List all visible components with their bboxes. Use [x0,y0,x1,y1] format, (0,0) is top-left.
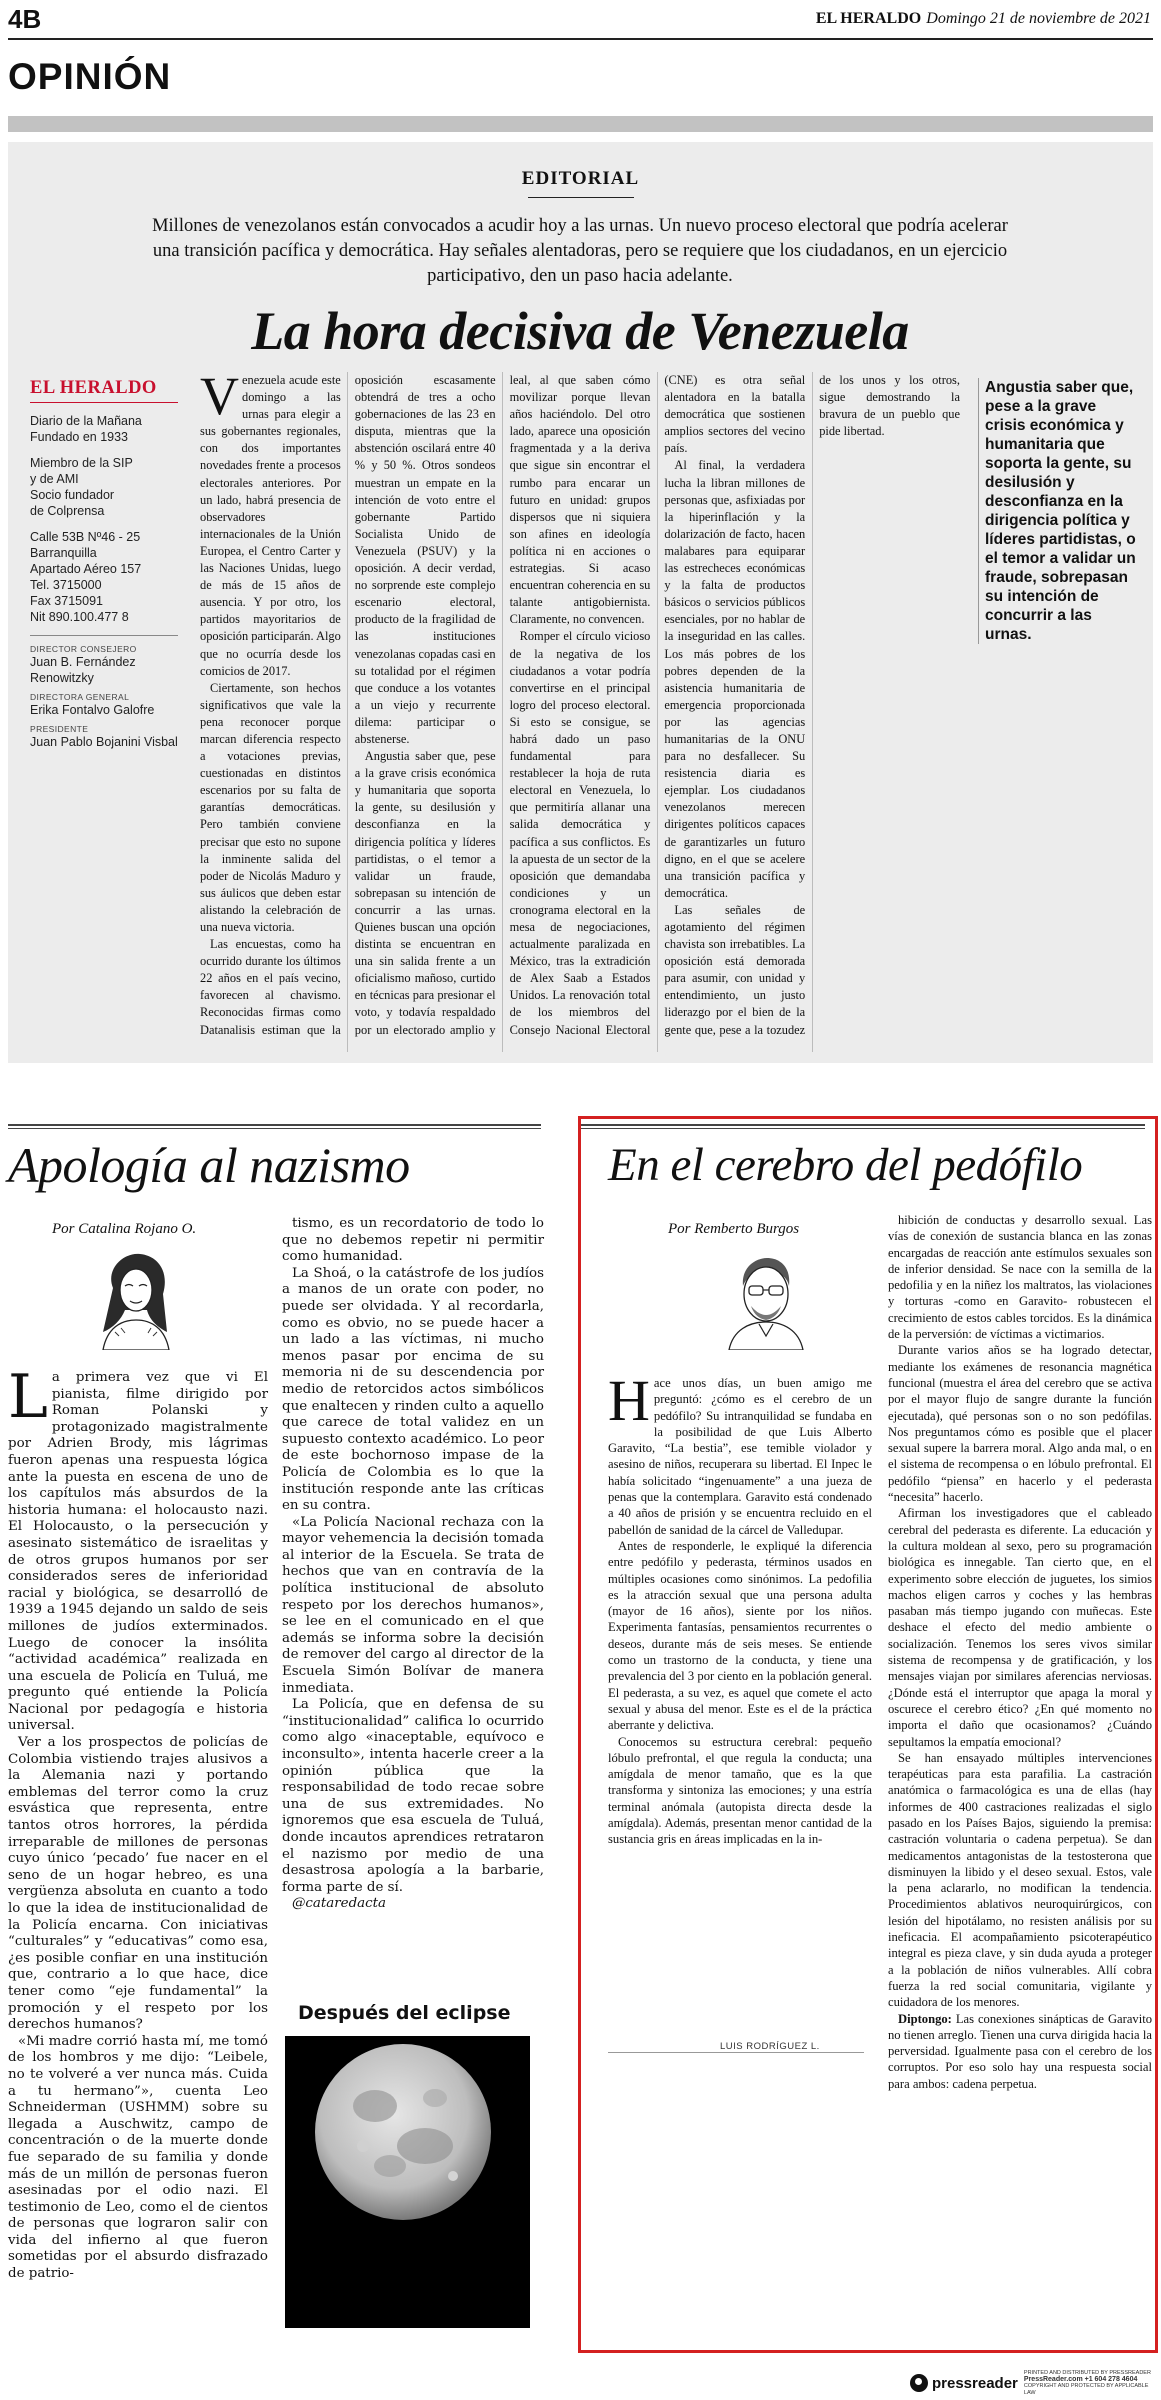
staff-role: PRESIDENTE [30,724,89,734]
page-number: 4B [8,4,42,34]
column-headline: En el cerebro del pedófilo [608,1139,1083,1191]
masthead-line: Apartado Aéreo 157 [30,562,142,576]
pressreader-wordmark: pressreader [932,2374,1018,2392]
editorial-paragraph: Las señales de agotamiento del régimen chavista son irrebatibles. La oposición está demorada para asumir, con unidad y entendimiento, un justo liderazgo por el bien de la gente que, pese a la tozudez de los unos y los otros, sigue demostrando la bravura de un pueblo que pide libertad. [664,373,960,1037]
pull-quote: Angustia saber que, pese a la grave crisis económica y humanitaria que soporta la gente, su desilusión y desconfianza en la dirigencia política y líderes partidistas, o el temor a validar un fraude, sobrepasan su intención de concurrir a las urnas. [978,378,1138,644]
diptongo-paragraph [888,2011,1152,2092]
staff-role: DIRECTOR CONSEJERO [30,644,137,654]
column-paragraph: Hace unos días, un buen amigo me preguntó: ¿cómo es el cerebro de un pedófilo? Su intranquilidad se fundaba en la posibilidad de que Luis Alberto Garavito, “La bestia”, ese temible violador y asesino de niños, recuperara su libertad. El Inpec le había solicitado “ingenuamente” a una jueza de penas que la contemplara. Garavito está condenado a 40 años de prisión y se encuentra recluido en el pabellón de sanidad de la cárcel de Valledupar. [608,1368,872,1537]
column-paragraph: Se han ensayado múltiples intervenciones terapéuticas para esta parafilia. La castración anatómica o farmacológica es una de ellas (hay informes de 400 castraciones realizadas el siglo pasado en los Países Bajos, siguiendo la premisa: castración voluntaria o cadena perpetua). Se dan medicamentos antagonistas de la testosterona que disminuyen la libido y el deseo sexual. Estos, vale la pena aclararlo, no modifican la tendencia. Procedimientos ablativos neuroquirúrgicos, con lesión del hipotálamo, no resisten análisis por su ineficacia. El acompañamiento psicoterapéutico integral es pieza clave, y sin duda ayuda a proteger a la población de niños vulnerables. Allí cobra fuerza la red social comunitaria, vigilante y cuidadora de los menores. [888,1750,1152,2010]
masthead-line: Fax 3715091 [30,594,103,608]
column-rule [8,1124,541,1129]
moon-illustration [285,2036,530,2328]
masthead-logo: EL HERALDO [30,378,178,403]
column-headline: Apología al nazismo [8,1137,410,1193]
masthead [30,378,178,756]
pressreader-line: COPYRIGHT AND PROTECTED BY APPLICABLE LAW [1023,2383,1149,2396]
column-paragraph: hibición de conductas y desarrollo sexual. Las vías de conexión de sustancia blanca en las zonas encargadas de reacción ante estímulos sexuales son de inferior densidad. Se nace con la semilla de la pedofilia y en la niñez los maltratos, las violaciones y torturas -como en Garavito- robustecen el crecimiento de estos cables torcidos. Es la dinámica de la perversión: de víctimas a victimarios. [888,1213,1152,1342]
column-paragraph: Ver a los prospectos de policías de Colombia vistiendo trajes alusivos a la Alemania nazi y portando emblemas del terror como la cruz esvástica que representa, entre tantos otros horrores, la pérdida irreparable de millones de personas cuyo único ‘pecado’ fue nacer en el seno de un hogar hebreo, es una vergüenza absoluta en cuanto a todo lo que la idea de institucionalidad de la Policía encarna. Con iniciativas “culturales” y “educativas” como esa, ¿es posible confiar en una institución que, contrario a lo que hace, dice tener como “eje fundamental” la promoción y el respeto por los derechos humanos? [8,1735,268,2033]
paper-name: EL HERALDO [815,10,922,27]
masthead-line: Diario de la Mañana [30,414,142,428]
column-paragraph: Conocemos su estructura cerebral: pequeño lóbulo prefrontal, el que regula la conducta; una amígdala de menor tamaño, que es la que transforma y sintoniza las emociones; y una estría terminal anómala (autopista directa desde la amígdala). Además, presentan menor cantidad de la sustancia gris en áreas implicadas en la in- [608,1734,872,1847]
masthead-line: Barranquilla [30,546,97,560]
caricature-title: Después del eclipse [298,2002,511,2024]
masthead-line: Fundado en 1933 [30,430,129,444]
column-body-b [282,1216,544,1981]
column-body-a [608,1368,872,1975]
author-portrait [717,1250,815,1350]
editorial-paragraph: Angustia saber que, pese a la grave crisis económica y humanitaria que soporta la gente, su desilusión y desconfianza en la dirigencia política y líderes partidistas, o el temor a validar un fraude, sobrepasan su intención de concurrir a las urnas. Quienes buscan una opción distinta se encuentran en una sin salida frente a un oficialismo mañoso, curtido en técnicas para presionar el voto, y todavía respaldado por un electorado amplio y leal, al que saben cómo movilizar porque llevan años haciéndolo. Del otro lado, aparece una oposición fragmentada y a la deriva que sigue sin encontrar el rumbo para encarar un futuro en unidad: grupos dispersos que ni siquiera son afines en ideología política ni en acciones o estrategias. Si acaso encuentran coherencia en su talante antigobiernista. Claramente, no convencen. [354,373,651,1037]
column-paragraph: Antes de responderle, le expliqué la diferencia entre pedófilo y pederasta, términos usados en múltiples ocasiones como sinónimos. La pedofilia es la atracción sexual que una persona adulta (mayor de 16 años), siente por los niños. Experimenta fantasías, pensamientos recurrentes o deseos, durante más de seis meses. Se entiende como un trastorno de la conducta, y tiene una prevalencia del 3 por ciento en la población general. El pederasta, a su vez, es aquel que comete el acto sexual y abusa del menor. Este es el de la práctica aberrante y delictiva. [608,1538,872,1733]
column-byline: Por Remberto Burgos [668,1221,800,1237]
masthead-divider [30,635,178,636]
header-rule [8,38,1153,40]
pressreader-line: PRINTED AND DISTRIBUTED BY PRESSREADER [1023,2370,1151,2376]
column-paragraph: «La Policía Nacional rechaza con la mayor vehemencia la decisión tomada al interior de la Escuela. Se trata de hechos que van en contravía de la política institucional de absoluto respeto por los derechos humanos», se lee en el comunicado en el que además se informa sobre la decisión de remover del cargo al director de la Escuela Simón Bolívar de manera inmediata. [282,1514,544,1696]
paper-header [816,8,1151,28]
masthead-line: Tel. 3715000 [30,578,102,592]
masthead-line: Miembro de la SIP [30,456,133,470]
staff-name: Juan B. Fernández Renowitzky [30,655,136,685]
staff-name: Juan Pablo Bojanini Visbal [30,735,178,749]
editorial-label: EDITORIAL [521,168,640,189]
editorial-paragraph: Las encuestas, como ha ocurrido durante los últimos 22 años en el país vecino, favorecen al chavismo. Reconocidas firmas como Datanalisis estiman que la oposición escasamente obtendrá de tres a ocho gobernaciones de las 23 en disputa, mientras que la abstención oscilará entre 40 % y 50 %. Otros sondeos muestran un empate en la intención de voto entre el gobernante Partido Socialista Unido de Venezuela (PSUV) y la oposición. A decir verdad, no sorprende este complejo escenario electoral, producto de la fragilidad de las instituciones venezolanas copadas casi en su totalidad por el régimen que conduce a los votantes a un viejo y recurrente dilema: participar o abstenerse. [200,373,496,1037]
illustration-rule [608,2052,864,2053]
pressreader-icon [910,2374,928,2392]
column-paragraph: «Mi madre corrió hasta mí, me tomó de los hombros y me dijo: “Leibele, no te volveré a ver nunca más. Cuida a tu hermano”», cuenta Leo Schneiderman (USHMM) sobre su llegada a Auschwitz, campo de concentración o de la muerte donde fue separado de su familia y donde más de un millón de personas fueron asesinadas por el odio nazi. El testimonio de Leo, como el de cientos de personas que lograron salir con vida del infierno al que fueron sometidas por el absurdo disfrazado de patrio- [8,2033,268,2282]
masthead-line: Nit 890.100.477 8 [30,610,129,624]
pressreader-line: PressReader.com +1 604 278 4604 [1023,2375,1138,2383]
pressreader-badge[interactable] [910,2368,1158,2398]
section-title: OPINIÓN [8,56,172,97]
editorial-deck: Millones de venezolanos están convocados a acudir hoy a las urnas. Un nuevo proceso electoral que podría acelerar una transición pacífica y democrática. Hay señales alentadoras, pero se requiere que los ciudadanos, en un ejercicio participativo, den un paso hacia adelante. [152,216,1008,286]
edition-date: Domingo 21 de noviembre de 2021 [926,10,1151,27]
author-twitter[interactable]: @cataredacta [292,1896,386,1912]
editorial-paragraph: Ciertamente, son hechos significativos que vale la pena reconocer porque marcan diferencia respecto a votaciones previas, cuestionadas en distintos escenarios por su falta de garantías democráticas. Pero también conviene precisar que esto no supone la inminente salida del poder de Nicolás Maduro y sus áulicos que deben estar alistando la celebración de una nueva victoria. [200,680,341,934]
masthead-line: y de AMI [30,472,79,486]
column-body-a [8,1362,268,2330]
column-paragraph: Afirman los investigadores que el cableado cerebral del pederasta es diferente. La educación y la cultura moldean al sexo, pero su programación biológica es innegable. Tan cierto que, en el experimento sobre elección de juguetes, los simios machos eligen carros y coches y las hembras pasaban más tiempo jugando con muñecas. Este deshace el efecto del medio ambiente o socialización. Tenemos los seres vivos similar sistema de recompensa y de gratificación, y los mensajes viajan por similares aferencias nerviosas. ¿Dónde está el interruptor que apaga la moral y oscurece el cerebro ético? ¿En qué momento no importa el daño que ocasionamos? ¿Cuándo sepultamos la empatía emocional? [888,1506,1152,1749]
column-byline: Por Catalina Rojano O. [52,1221,197,1237]
diptongo-label: Diptongo: [898,2011,952,2026]
column-paragraph: Durante varios años se ha logrado detectar, mediante los exámenes de resonancia magnética funcional (muestra el área del cerebro que se activa por el mayor flujo de sangre durante la función ejecutada), qué personas son o no son pedófilas. Nos preguntamos cómo es posible que el placer sexual supere la barrera moral. Algo anda mal, o en el sistema de recompensa o en lóbulo prefrontal. El pedófilo “piensa” en hacerlo y el pederasta “necesita” hacerlo. [888,1343,1152,1505]
editorial-label-rule [528,197,634,198]
author-portrait [85,1248,185,1350]
editorial-paragraph: Al final, la verdadera lucha la libran millones de personas que, asfixiadas por la hiperinflación y la dolarización de facto, hacen malabares para equiparar las estrecheces económicas y la falta de productos básicos o servicios públicos esenciales, por no hablar de la inseguridad en las calles. Los más pobres de los pobres dependen de la asistencia humanitaria de emergencia proporcionada por las agencias humanitarias de la ONU para no desfallecer. Su resistencia diaria es ejemplar. Los ciudadanos venezolanos merecen dirigentes políticos capaces de garantizarles un futuro digno, en el que se acelere una transición pacífica y democrática. [664,458,806,900]
illustration-credit: LUIS RODRÍGUEZ L. [720,2041,820,2052]
column-paragraph: La Shoá, o la catástrofe de los judíos a manos de un orate con poder, no puede ser olvidada. Y al recordarla, como es obvio, no se puede hacer a un lado a las víctimas, ni mucho menos pasar por encima de su memoria ni de su descendencia por medio de retorcidos actos simbólicos que enaltecen y rinden culto a aquello que carece de total validez en un supuesto contexto académico. Lo peor de este bochornoso impase de la Policía de Colombia es lo que la institución responde ante las críticas en su contra. [282,1265,544,1514]
staff-role: DIRECTORA GENERAL [30,692,130,702]
masthead-line: Calle 53B Nº46 - 25 [30,530,141,544]
diptongo-text: Las conexiones sinápticas de Garavito no tienen arreglo. Tienen una curva dirigida hacia la perversidad. Igualmente pasa con el cerebro de los corruptos. Por eso solo hay una respuesta social para ambos: cadena perpetua. [888,2011,1152,2091]
editorial-paragraph: Romper el círculo vicioso de la negativa de los ciudadanos a votar podría convertirse en el principal logro del proceso electoral. Si esto se consigue, se habrá dado un paso fundamental para restablecer la hoja de ruta electoral en Venezuela, lo que permitiría allanar una salida democrática y pacífica a sus conflictos. Es la apuesta de un sector de la oposición que demandaba condiciones y un cronograma electoral en la mesa de negociaciones, actualmente paralizada en México, tras la extradición de Alex Saab a Estados Unidos. La renovación total de los miembros del Consejo Nacional Electoral (CNE) es otra señal alentadora en la batalla democrática que sostienen amplios sectores del vecino país. [509,373,806,1037]
column-body-b [888,1212,1152,2347]
column-paragraph: La primera vez que vi El pianista, filme dirigido por Roman Polanski y protagonizado magistralmente por Adrien Brody, mis lágrimas fueron apenas una respuesta lógica ante la puesta en escena de uno de los capítulos más absurdos de la historia humana: el holocausto nazi. El Holocausto, o la persecución y asesinato sistemático de israelitas y de otros grupos humanos por ser considerados seres de inferioridad racial y biológica, se desarrolló de 1939 a 1945 dejando un saldo de seis millones de judíos exterminados. Luego de conocer la insólita “actividad académica” realizada en una escuela de Policía en Tuluá, me pregunto qué entiende la Policía Nacional por pedagogía e historia universal. [8,1362,268,1734]
pressreader-logo [910,2374,1018,2392]
masthead-line: Socio fundador [30,488,115,502]
column-paragraph: La Policía, que en defensa de su “institucionalidad” califica lo ocurrido como algo «inaceptable, equívoco e inconsulto», intenta hacerle creer a la opinión pública que la responsabilidad de todo recae sobre una de sus extremidades. No ignoremos que esa escuela de Tuluá, donde incautos aprendices retrataron el nazismo por medio de una desastrosa apología a la barbarie, forma parte de sí. [282,1697,544,1895]
pressreader-notice [1024,2370,1158,2396]
editorial-paragraph: Venezuela acude este domingo a las urnas para elegir a sus gobernantes regionales, con dos importantes novedades frente a procesos electorales anteriores. Por un lado, habrá presencia de observadores internacionales de la Unión Europea, el Centro Carter y las Naciones Unidas, luego de más de 15 años de ausencia. Y por otro, los partidos mayoritarios de oposición participarán. Algo que no ocurría desde los comicios de 2017. [200,366,341,678]
section-band [8,116,1153,132]
editorial-headline: La hora decisiva de Venezuela [251,301,909,361]
masthead-line: de Colprensa [30,504,105,518]
staff-name: Erika Fontalvo Galofre [30,703,155,717]
editorial-body [200,366,960,1052]
column-paragraph: tismo, es un recordatorio de todo lo que no debemos repetir ni permitir como humanidad. [282,1216,544,1265]
